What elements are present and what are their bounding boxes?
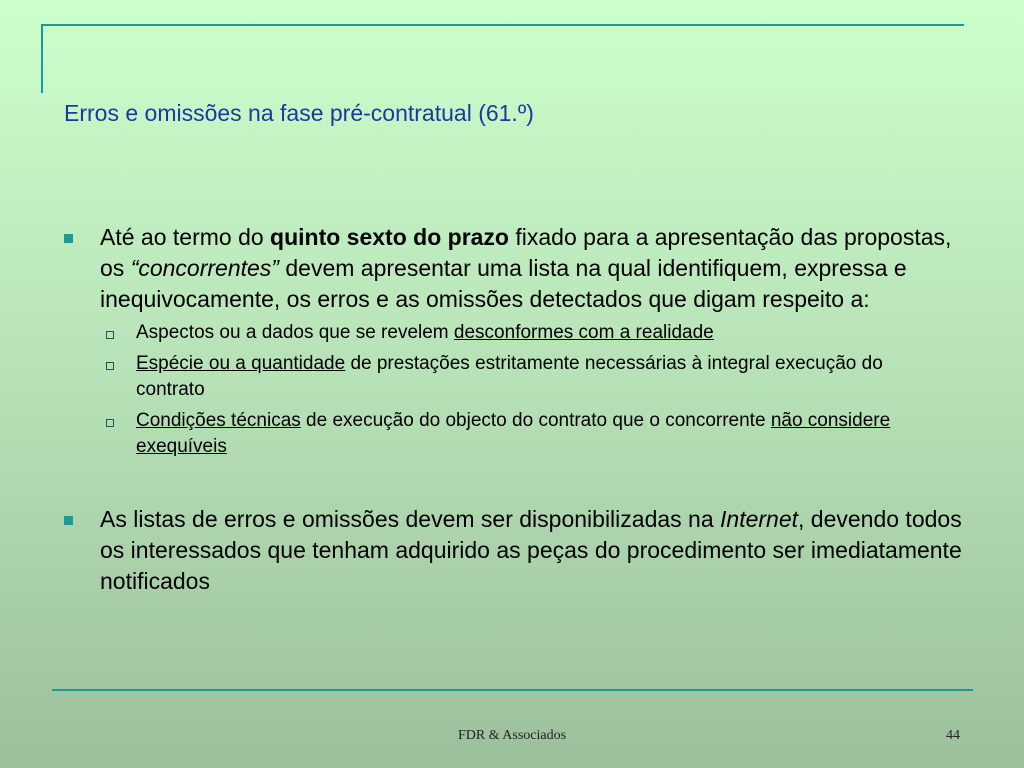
bullet-square-icon [64, 234, 73, 243]
sub-item-underlined: desconformes com a realidade [453, 322, 714, 343]
sub-item-text: de prestações estritamente necessárias à integral execução do contrato [136, 353, 883, 400]
page-number: 44 [946, 728, 960, 743]
slide-title: Erros e omissões na fase pré-contratual (61.º) [64, 100, 534, 126]
bullet-italic-text: “concorrentes” [130, 255, 279, 281]
bullet-item [64, 222, 964, 315]
sub-item-underlined: não considere exequíveis [136, 410, 891, 457]
bottom-rule [52, 689, 973, 691]
bullet-square-icon [64, 516, 73, 525]
top-rule [41, 24, 964, 26]
sub-list [64, 320, 964, 460]
sub-bullet-icon [106, 331, 114, 339]
bullet-text: Até ao termo do [100, 224, 271, 250]
bullet-bold-text: quinto sexto do prazo [270, 224, 509, 250]
sub-bullet-icon [106, 362, 114, 370]
bullet-item [64, 504, 964, 597]
sub-item [64, 351, 896, 403]
bullet-text: , devendo todos os interessados que tenham adquirido as peças do procedimento ser imediatamente notificados [100, 506, 962, 594]
sub-bullet-icon [106, 419, 114, 427]
sub-item [64, 408, 896, 460]
bullet-text: fixado para a apresentação das propostas, os [100, 224, 952, 281]
sub-item-text: de execução do objecto do contrato que o concorrente [300, 410, 771, 431]
bullet-text: devem apresentar uma lista na qual identifiquem, expressa e inequivocamente, os erros e as omissões detectados que digam respeito a: [100, 255, 907, 312]
sub-item-underlined: Espécie ou a quantidade [136, 353, 346, 374]
sub-item-underlined: Condições técnicas [136, 410, 301, 431]
bullet-italic-text: Internet [720, 506, 799, 532]
slide-body [64, 222, 964, 597]
sub-item [64, 320, 896, 346]
sub-item-text: Aspectos ou a dados que se revelem [136, 322, 454, 343]
bullet-text: As listas de erros e omissões devem ser disponibilizadas na [100, 506, 721, 532]
footer-text: FDR & Associados [457, 728, 567, 743]
left-rule [41, 24, 43, 93]
